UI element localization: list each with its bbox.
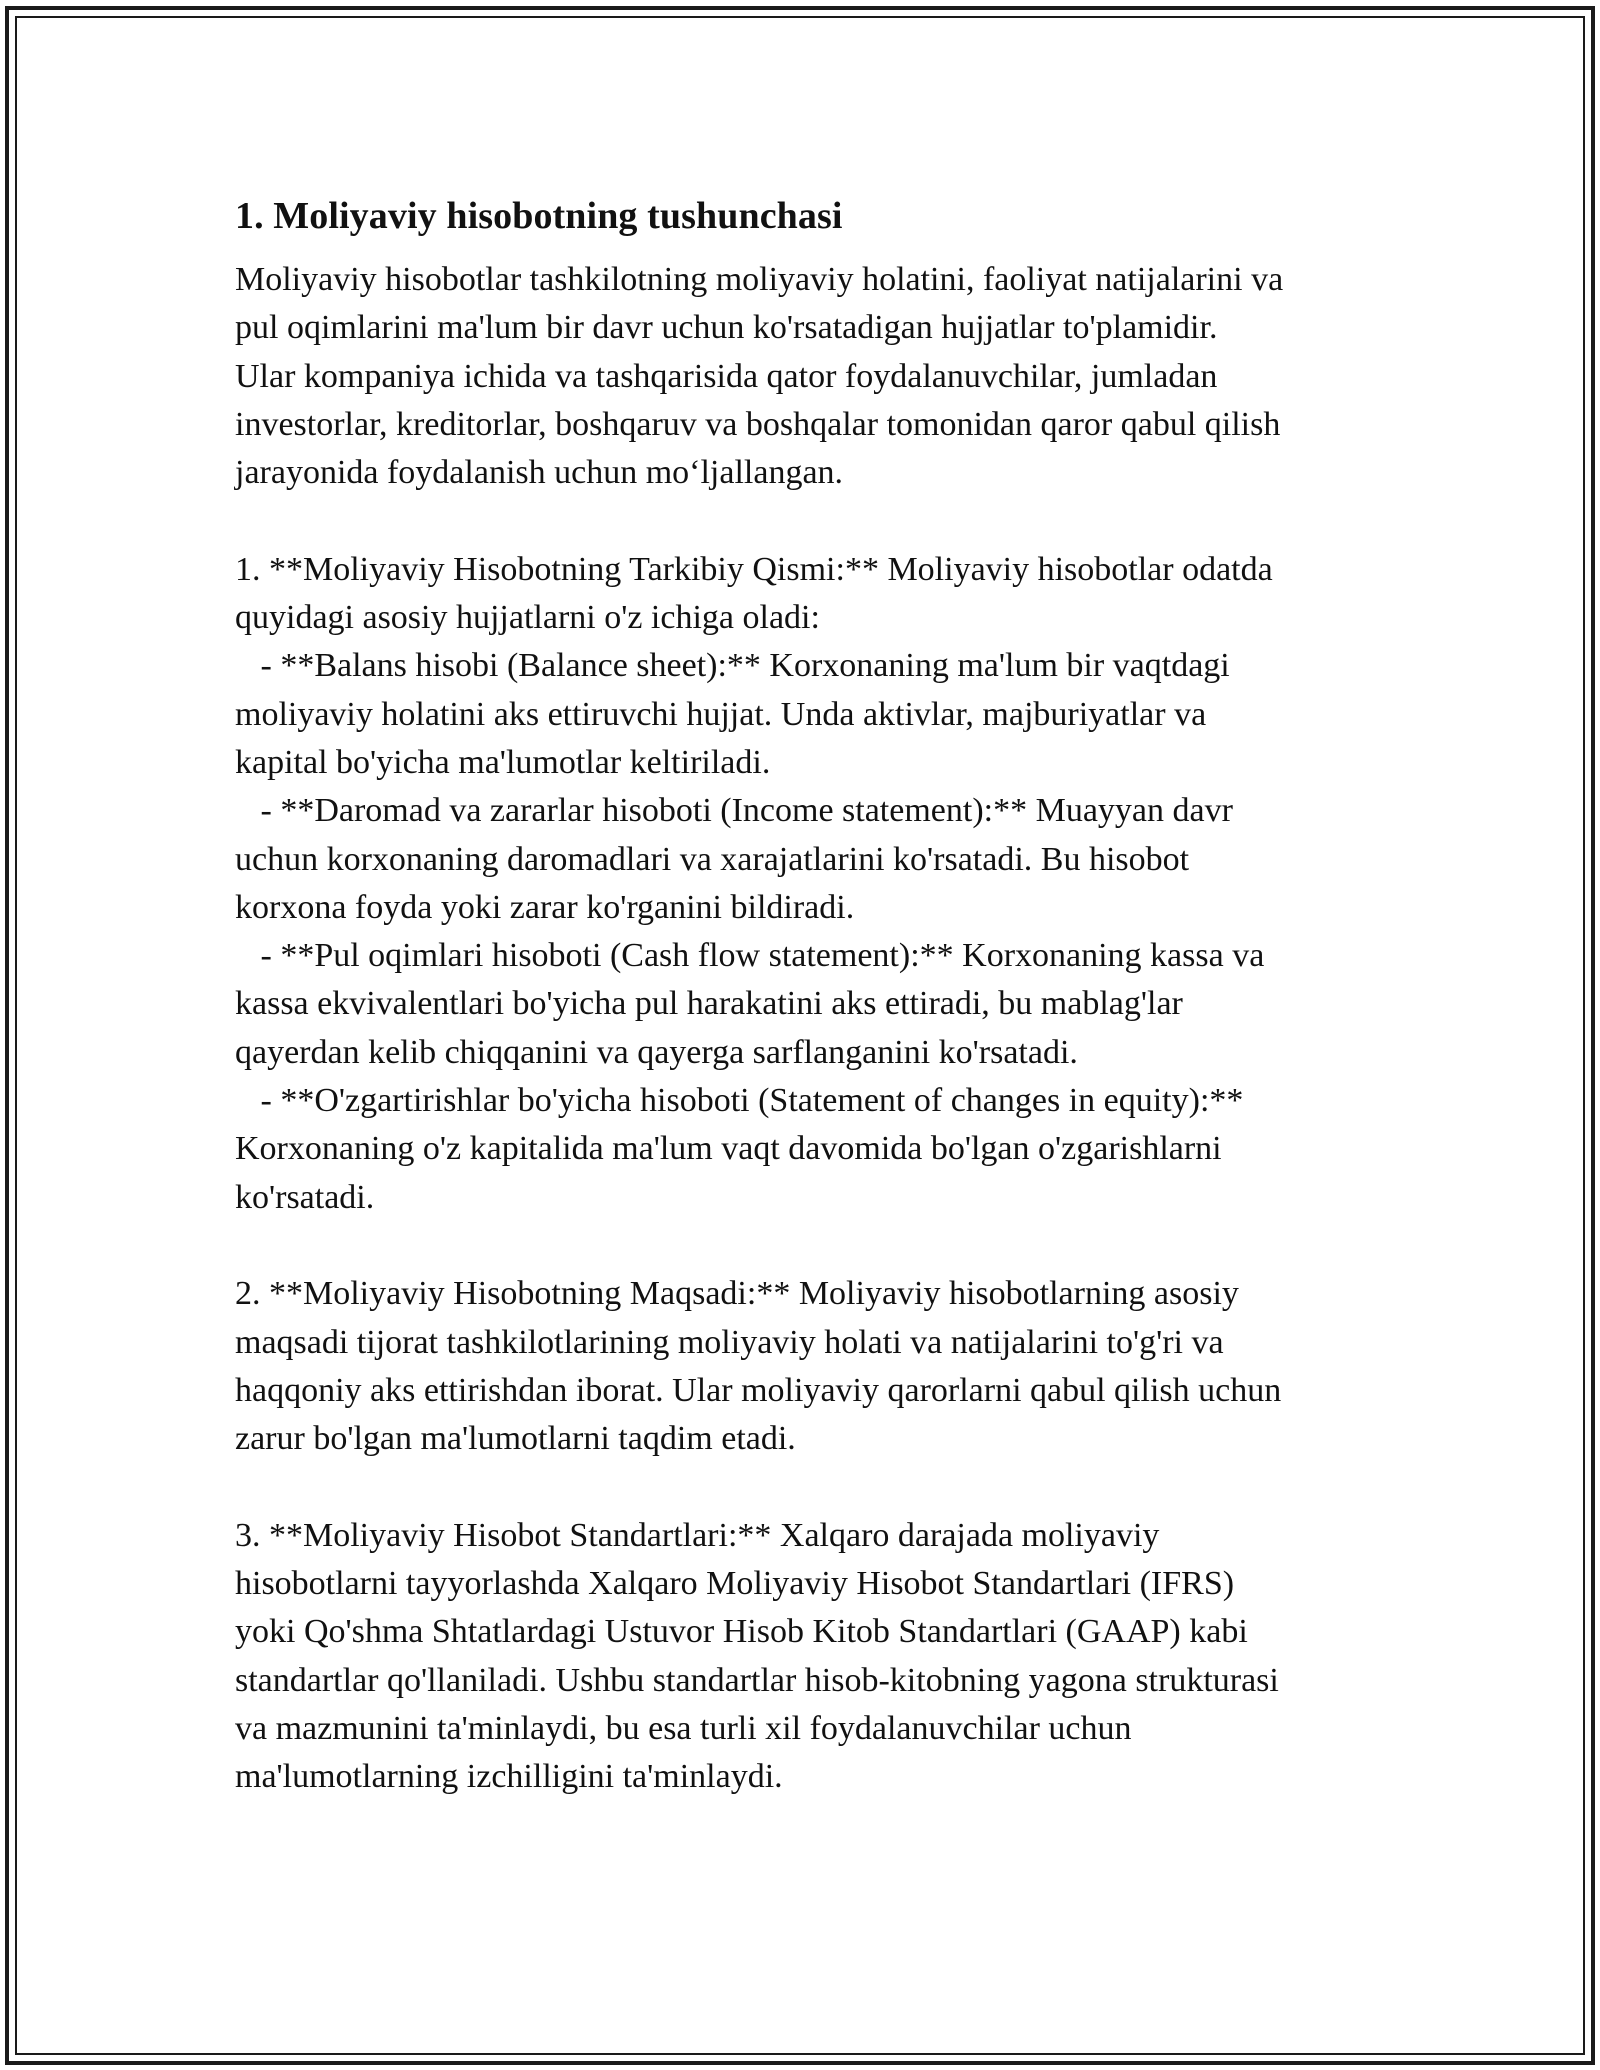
- document-content: [235, 188, 1385, 1802]
- document-heading: 1. Moliyaviy hisobotning tushunchasi: [235, 195, 843, 237]
- document-body: Moliyaviy hisobotlar tashkilotning moliyaviy holatini, faoliyat natijalarini va pul oqimlarini ma'lum bir davr uchun ko'rsatadigan hujjatlar to'plamidir. Ular kompaniya ichida va tashqarisida qator foydalanuvchilar, jumladan investorlar, kreditorlar, boshqaruv va boshqalar tomonidan qaror qabul qilish jarayonida foydalanish uchun mo‘ljallangan. 1. **Moliyaviy Hisobotning Tarkibiy Qismi:** Moliyaviy hisobotlar odatda quyidagi asosiy hujjatlarni o'z ichiga oladi: - **Balans hisobi (Balance sheet):** Korxonaning ma'lum bir vaqtdagi moliyaviy holatini aks ettiruvchi hujjat. Unda aktivlar, majburiyatlar va kapital bo'yicha ma'lumotlar keltiriladi. - **Daromad va zararlar hisoboti (Income statement):** Muayyan davr uchun korxonaning daromadlari va xarajatlarini ko'rsatadi. Bu hisobot korxona foyda yoki zarar ko'rganini bildiradi. - **Pul oqimlari hisoboti (Cash flow statement):** Korxonaning kassa va kassa ekvivalentlari bo'yicha pul harakatini aks ettiradi, bu mablag'lar qayerdan kelib chiqqanini va qayerga sarflanganini ko'rsatadi. - **O'zgartirishlar bo'yicha hisoboti (Statement of changes in equity):** Korxonaning o'z kapitalida ma'lum vaqt davomida bo'lgan o'zgarishlarni ko'rsatadi. 2. **Moliyaviy Hisobotning Maqsadi:** Moliyaviy hisobotlarning asosiy maqsadi tijorat tashkilotlarining moliyaviy holati va natijalarini to'g'ri va haqqoniy aks ettirishdan iborat. Ular moliyaviy qarorlarni qabul qilish uchun zarur bo'lgan ma'lumotlarni taqdim etadi. 3. **Moliyaviy Hisobot Standartlari:** Xalqaro darajada moliyaviy hisobotlarni tayyorlashda Xalqaro Moliyaviy Hisobot Standartlari (IFRS) yoki Qo'shma Shtatlardagi Ustuvor Hisob Kitob Standartlari (GAAP) kabi standartlar qo'llaniladi. Ushbu standartlar hisob-kitobning yagona strukturasi va mazmunini ta'minlaydi, bu esa turli xil foydalanuvchilar uchun ma'lumotlarning izchilligini ta'minlaydi.: [235, 261, 1284, 1796]
